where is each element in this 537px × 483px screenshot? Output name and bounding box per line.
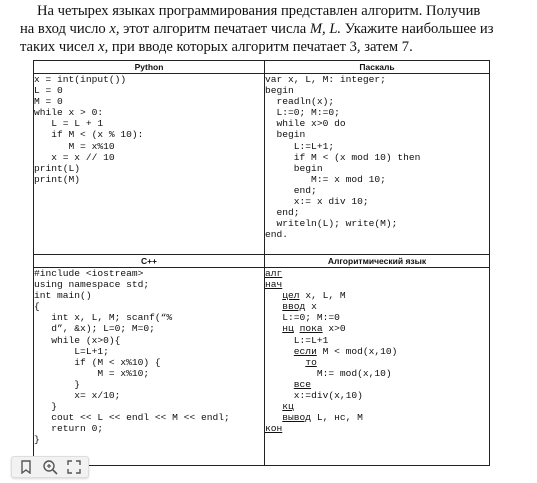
cpp-header: C++: [34, 255, 265, 268]
bookmark-icon[interactable]: [16, 458, 36, 476]
python-code: x = int(input()) L = 0 M = 0 while x > 0: L = L + 1 if M < (x % 10): M = x%10 x = x // 10 print(L) print(M): [34, 74, 144, 185]
alg-keyword: все: [293, 378, 312, 390]
alg-keyword: ввод: [282, 301, 306, 313]
alg-text: L:=0; M:=0: [282, 312, 340, 324]
alg-text: x>0: [322, 323, 346, 335]
alg-cell: [265, 268, 490, 466]
alg-keyword: то: [305, 356, 317, 368]
alg-keyword: нач: [265, 279, 283, 291]
alg-header: Алгоритмический язык: [265, 255, 490, 268]
alg-code: [265, 268, 489, 434]
task-var-ml: M, L.: [309, 21, 342, 37]
alg-text: M < mod(x,10): [316, 345, 398, 357]
alg-keyword: пока: [299, 323, 323, 335]
alg-keyword: если: [293, 345, 317, 357]
alg-keyword: цел: [282, 290, 300, 302]
alg-keyword: кон: [265, 423, 283, 435]
task-line-1: На четырех языках программирования представлен алгоритм. Получив: [37, 3, 481, 19]
alg-text: x, L, M: [299, 290, 346, 302]
task-text-part: Укажите наибольшее из: [341, 21, 494, 37]
alg-text: x:=div(x,10): [293, 390, 363, 402]
alg-keyword: алг: [265, 268, 283, 279]
task-var-x: x,: [98, 39, 109, 55]
task-text-part: при вводе которых алгоритм печатает 3, затем 7.: [108, 39, 413, 55]
task-text-part: таких чисел: [20, 39, 99, 55]
alg-text: x: [305, 301, 317, 313]
alg-text: M:= mod(x,10): [316, 367, 392, 379]
task-line-3: [0, 38, 537, 56]
python-cell: [34, 74, 265, 255]
alg-keyword: кц: [282, 401, 294, 413]
python-header: Python: [34, 61, 265, 74]
pascal-code: var x, L, M: integer; begin readln(x); L:=0; M:=0; while x>0 do begin L:=L+1; if M < (x mod 10) then begin M:= x mod 10; end; x:= x div 10; end; writeln(L); write(M); end.: [265, 74, 421, 241]
pascal-cell: [265, 74, 490, 255]
task-text-part: этот алгоритм печатает числа: [119, 21, 310, 37]
pascal-header: Паскаль: [265, 61, 490, 74]
cpp-code: #include <iostream> using namespace std; int main() { int x, L, M; scanf(“% d”, &x); L=0; M=0; while (x>0){ L=L+1; if (M < x%10) { M = x%10; } x= x/10; } cout << L << endl << M << endl; return 0; }: [34, 268, 230, 446]
task-var-x: x,: [109, 21, 120, 37]
cpp-cell: [34, 268, 265, 466]
alg-text: L, нс, M: [311, 412, 363, 424]
task-text: [0, 2, 537, 56]
alg-text: L:=L+1: [293, 334, 329, 346]
alg-keyword: вывод: [282, 412, 312, 424]
floating-toolbar: [11, 456, 89, 478]
alg-keyword: нц: [282, 323, 294, 335]
task-text-part: на вход число: [20, 21, 110, 37]
code-table: [33, 60, 490, 466]
zoom-icon[interactable]: [40, 458, 60, 476]
expand-icon[interactable]: [64, 458, 84, 476]
task-line-2: [0, 20, 537, 38]
